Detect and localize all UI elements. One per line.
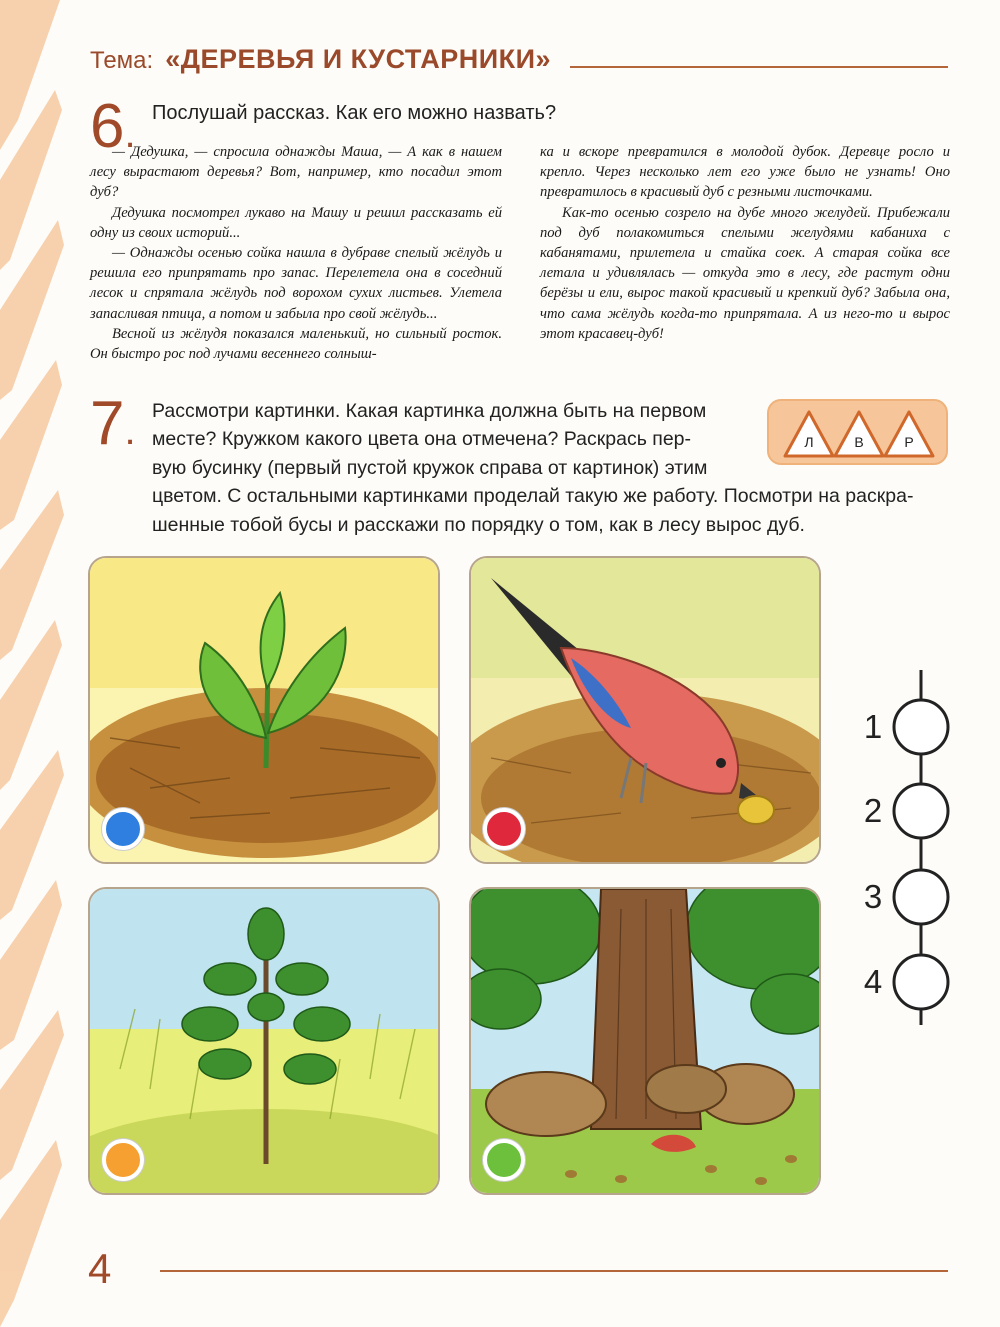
header-rule	[570, 66, 948, 68]
jay-illustration	[471, 558, 821, 864]
instruction-line: цветом. С остальными картинками проделай такую же работу. Посмотри на раскра-	[152, 485, 914, 508]
young-oak-illustration	[90, 889, 440, 1195]
page-header	[90, 44, 551, 75]
instruction-line: Рассмотри картинки. Какая картинка должна быть на первом	[152, 400, 707, 422]
task-6-number: 6.	[90, 92, 136, 161]
badge-letter: Р	[904, 434, 914, 450]
topic-label: Тема:	[90, 47, 154, 74]
triangle-icon	[883, 409, 935, 459]
color-marker	[483, 808, 525, 850]
story-right-column	[540, 142, 950, 344]
story-paragraph: Дедушка посмотрел лукаво на Машу и решил рассказать ей одну из своих историй...	[90, 204, 502, 241]
sprout-illustration	[90, 558, 440, 864]
color-marker	[483, 1139, 525, 1181]
page-number: 4	[88, 1245, 112, 1292]
badge-letter: Л	[804, 434, 814, 450]
story-paragraph: ка и вскоре превратился в молодой дубок. Деревце росло и крепло. Через несколько лет его уже было не узнать! Оно превратилось в красивый дуб с резными листочками.	[540, 144, 950, 201]
bead-string	[860, 670, 960, 1040]
instruction-line: шенные тобой бусы и расскажи по порядку о том, как в лесу вырос дуб.	[152, 513, 805, 536]
task-7-number: 7.	[90, 389, 136, 458]
instruction-line: вую бусинку (первый пустой кружок справа от картинок) этим	[152, 456, 708, 479]
bead-number: 3	[863, 878, 883, 915]
triangle-icon	[833, 409, 885, 459]
bead-number: 1	[863, 708, 883, 745]
topic-title: «ДЕРЕВЬЯ И КУСТАРНИКИ»	[165, 44, 552, 74]
color-marker	[102, 1139, 144, 1181]
picture-oak-with-boars[interactable]	[469, 887, 821, 1195]
decorative-brush-stripes	[0, 0, 70, 1327]
bead-number: 4	[863, 963, 883, 1000]
story-left-column	[90, 142, 502, 364]
instruction-line: месте? Кружком какого цвета она отмечена? Раскрась пер-	[152, 428, 692, 451]
task-6-question: Послушай рассказ. Как его можно назвать?	[152, 102, 557, 124]
badge-letter: В	[854, 434, 864, 450]
footer-rule	[160, 1270, 948, 1272]
picture-jay-with-acorn[interactable]	[469, 556, 821, 864]
color-marker	[102, 808, 144, 850]
triangle-icon	[783, 409, 835, 459]
picture-young-oak[interactable]	[88, 887, 440, 1195]
bead-number: 2	[863, 792, 883, 829]
story-paragraph: — Дедушка, — спросила однажды Маша, — А как в нашем лесу вырастают деревья? Вот, например, кто посадил этот дуб?	[90, 144, 502, 201]
picture-sprout[interactable]	[88, 556, 440, 864]
story-paragraph: Весной из жёлудя показался маленький, но сильный росток. Он быстро рос под лучами весеннего солныш-	[90, 325, 502, 363]
skills-badge	[767, 399, 948, 465]
story-paragraph: — Однажды осенью сойка нашла в дубраве спелый жёлудь и решила его припрятать про запас. Перелетела она в соседний лесок и спрятала жёлудь под ворохом сухих листьев. Улетела запасливая птица, а потом и забыла про свой жёлудь...	[90, 245, 502, 322]
oak-with-boars-illustration	[471, 889, 821, 1195]
story-paragraph: Как-то осенью созрело на дубе много желудей. Прибежали под дуб полакомиться спелыми желудями кабаниха с кабанятами, прилетела и стайка соек. А старая сойка все летала и удивлялась — откуда это в лесу, где растут одни берёзы и ели, вырос такой красивый и крепкий дуб? Забыла она, что сама жёлудь когда-то припрятала. А из него-то и вырос этот красавец-дуб!	[540, 204, 950, 342]
